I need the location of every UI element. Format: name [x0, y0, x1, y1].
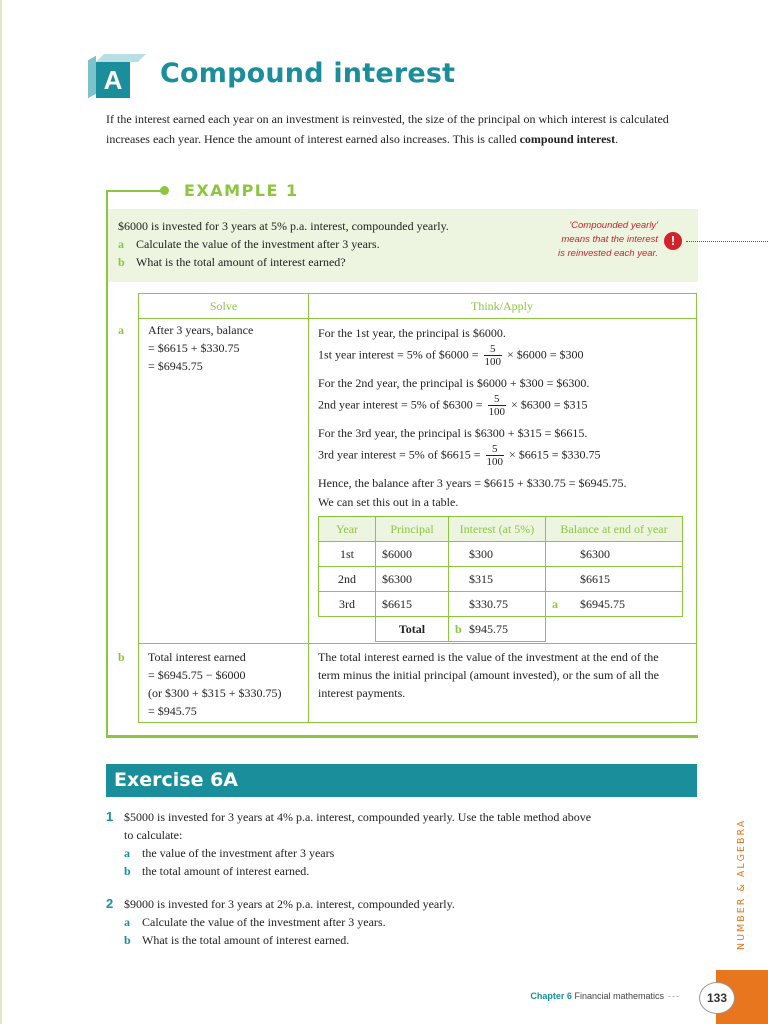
fraction: $\frac{5}{100}$ [486, 443, 503, 468]
fraction: $\frac{5}{100}$ [484, 343, 501, 368]
intro-bold-term: compound interest [519, 132, 616, 146]
fraction: $\frac{5}{100}$ [488, 393, 505, 418]
col-year: Year [319, 517, 376, 542]
col-balance: Balance at end of year [546, 517, 683, 542]
exercise-question-2: 2 $9000 is invested for 3 years at 2% p.a. interest, compounded yearly. a Calculate the value of the investment after 3 years. b What is the total amount of interest earned. [106, 896, 455, 947]
think-line-4: 2nd year interest = 5% of $6300 = $\frac{5}{100}$ × $6300 = $315 [318, 393, 588, 418]
section-cube-icon [88, 54, 138, 100]
running-footer: Chapter 6 Financial mathematics --- [530, 991, 680, 1001]
example-frame-top [106, 190, 164, 192]
example-question: $6000 is invested for 3 years at 5% p.a. interest, compounded yearly. a Calculate the value of the investment after 3 years. b What is the total amount of interest earned? [118, 219, 449, 269]
section-title: Compound interest [160, 58, 456, 89]
think-line-6: 3rd year interest = 5% of $6615 = $\frac{5}{100}$ × $6615 = $330.75 [318, 443, 601, 468]
example-dot [160, 186, 169, 195]
think-line-5: For the 3rd year, the principal is $6300 + $315 = $6615. [318, 426, 588, 440]
strand-label: NUMBER & ALGEBRA [736, 818, 747, 950]
exercise-question-1: 1 $5000 is invested for 3 years at 4% p.a. interest, compounded yearly. Use the table method above to calculate: a the value of the investment after 3 years b the total amount of interest earned. [106, 809, 592, 878]
part-b-think: The total interest earned is the value of the investment at the end of the term minus the initial principal (amount invested), or the sum of all the interest payments. [318, 650, 659, 700]
table-row: 2nd $6300 $315 $6615 [319, 567, 683, 592]
example-question-box [108, 209, 698, 282]
part-b-solve: Total interest earned = $6945.75 − $6000 (or $300 + $315 + $330.75) = $945.75 [148, 650, 282, 718]
part-b-label: b [118, 650, 125, 664]
example-frame-bottom [106, 735, 698, 738]
think-line-2: 1st year interest = 5% of $6000 = $\frac{5}{100}$ × $6000 = $300 [318, 343, 584, 368]
part-a-solve: After 3 years, balance = $6615 + $330.75 = $6945.75 [148, 323, 254, 373]
table-header-row [319, 517, 683, 542]
table-row: 1st $6000 $300 $6300 [319, 542, 683, 567]
solve-header: Solve [209, 299, 238, 313]
table-total-row: Total b $945.75 [319, 617, 683, 642]
exercise-title: Exercise 6A [106, 764, 697, 797]
interest-table [318, 516, 683, 642]
page-edge-rule [0, 0, 2, 1024]
example-title: EXAMPLE 1 [184, 181, 299, 200]
think-line-7: Hence, the balance after 3 years = $6615 + $330.75 = $6945.75. [318, 476, 627, 490]
page-number: 133 [699, 982, 735, 1014]
section-letter: A [96, 62, 130, 98]
think-line-8: We can set this out in a table. [318, 495, 459, 509]
col-principal: Principal [376, 517, 449, 542]
think-line-3: For the 2nd year, the principal is $6000 + $300 = $6300. [318, 376, 590, 390]
think-line-1: For the 1st year, the principal is $6000. [318, 326, 506, 340]
col-interest: Interest (at 5%) [449, 517, 546, 542]
exclamation-icon: ! [664, 232, 682, 250]
table-row: 3rd $6615 $330.75 a $6945.75 [319, 592, 683, 617]
think-header: Think/Apply [471, 299, 533, 313]
margin-note: 'Compounded yearly' means that the interest is reinvested each year. [558, 220, 658, 259]
part-a-label: a [118, 323, 124, 337]
intro-paragraph: If the interest earned each year on an investment is reinvested, the size of the principal on which interest is calculated increases each year. Hence the amount of interest earned also increases. This is called compound interest. [106, 112, 669, 146]
note-leader-line [686, 241, 768, 242]
